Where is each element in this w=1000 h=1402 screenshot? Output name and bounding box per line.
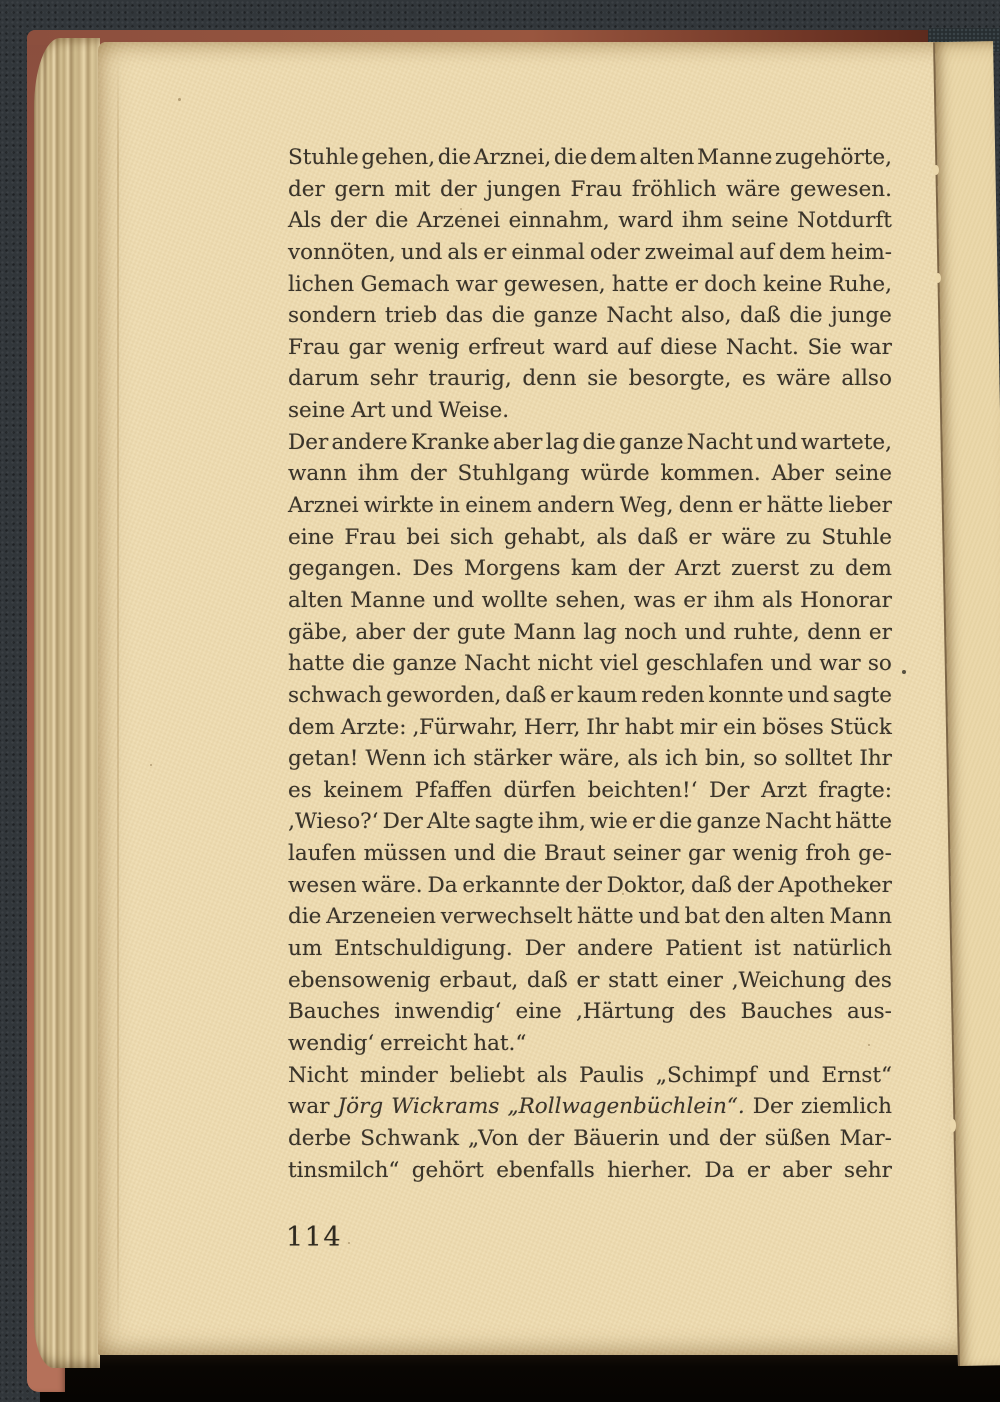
text-line: die Arzeneien verwechselt hätte und bat den alten Mann [288,904,892,930]
text-line: ebensowenig erbaut, daß er statt einer ‚Weichung des [288,967,892,993]
gutter-nick [933,165,939,175]
paper-speck [868,1044,870,1046]
text-line: laufen müssen und die Braut seiner gar wenig froh ge- [288,841,892,867]
text-line: war Jörg Wickrams „Rollwagenbüchlein“. Der ziemlich [288,1094,892,1120]
text-line: schwach geworden, daß er kaum reden konnte und sagte [288,682,892,708]
paper-speck [902,670,906,674]
text-line: Der andere Kranke aber lag die ganze Nacht und wartete, [288,429,892,455]
text-line: wesen wäre. Da erkannte der Doktor, daß der Apotheker [288,872,892,898]
text-line: dem Arzte: ‚Fürwahr, Herr, Ihr habt mir ein böses Stück [288,714,892,740]
gutter-nick [950,1119,956,1132]
text-line: getan! Wenn ich stärker wäre, als ich bin, so solltet Ihr [288,746,892,772]
text-line: vonnöten, und als er einmal oder zweimal auf dem heim- [288,239,892,265]
paper-speck [460,208,462,210]
text-line: wendig‘ erreicht hat.“ [288,1030,527,1056]
text-line: es keinem Pfaffen dürfen beichten!‘ Der Arzt fragte: [288,777,892,803]
paper-speck [705,162,707,164]
text-line: alten Manne und wollte sehen, was er ihm als Honorar [288,587,892,613]
paper-speck [348,1242,350,1244]
text-block [288,145,892,1189]
gutter-nick [935,273,941,283]
paper-speck [150,764,152,766]
page-number: 114 [286,1222,343,1253]
text-line: gäbe, aber der gute Mann lag noch und ruhte, denn er [288,619,892,645]
text-line: Frau gar wenig erfreut ward auf diese Nacht. Sie war [288,334,892,360]
text-line: seine Art und Weise. [288,398,510,424]
text-line: derbe Schwank „Von der Bäuerin und der süßen Mar- [288,1125,892,1151]
text-line: ‚Wieso?‘ Der Alte sagte ihm, wie er die ganze Nacht hätte [288,809,892,835]
text-line: gegangen. Des Morgens kam der Arzt zuerst zu dem [288,556,892,582]
text-line: Bauches inwendig‘ eine ‚Härtung des Bauches aus- [288,999,892,1025]
page-crease-line [117,56,119,1342]
text-line: um Entschuldigung. Der andere Patient ist natürlich [288,936,892,962]
paper-speck [622,893,624,895]
text-line: der gern mit der jungen Frau fröhlich wäre gewesen. [288,176,892,202]
text-line: lichen Gemach war gewesen, hatte er doch keine Ruhe, [288,271,892,297]
text-line: Stuhle gehen, die Arznei, die dem alten Manne zugehörte, [288,145,892,170]
text-line: wann ihm der Stuhlgang würde kommen. Aber seine [288,461,892,487]
book-page [98,42,970,1355]
text-line: darum sehr traurig, denn sie besorgte, es wäre allso [288,366,892,392]
text-line: sondern trieb das die ganze Nacht also, daß die junge [288,303,892,329]
text-line: Arznei wirkte in einem andern Weg, denn er hätte lieber [288,493,892,519]
text-line: Als der die Arzenei einnahm, ward ihm seine Notdurft [288,208,892,234]
paper-speck [178,98,181,101]
text-line: hatte die ganze Nacht nicht viel geschlafen und war so [288,651,892,677]
fanned-page-edges [34,38,100,1368]
text-line: eine Frau bei sich gehabt, als daß er wäre zu Stuhle [288,524,892,550]
text-line: Nicht minder beliebt als Paulis „Schimpf und Ernst“ [288,1062,892,1088]
text-line: tinsmilch“ gehört ebenfalls hierher. Da er aber sehr [288,1157,892,1183]
